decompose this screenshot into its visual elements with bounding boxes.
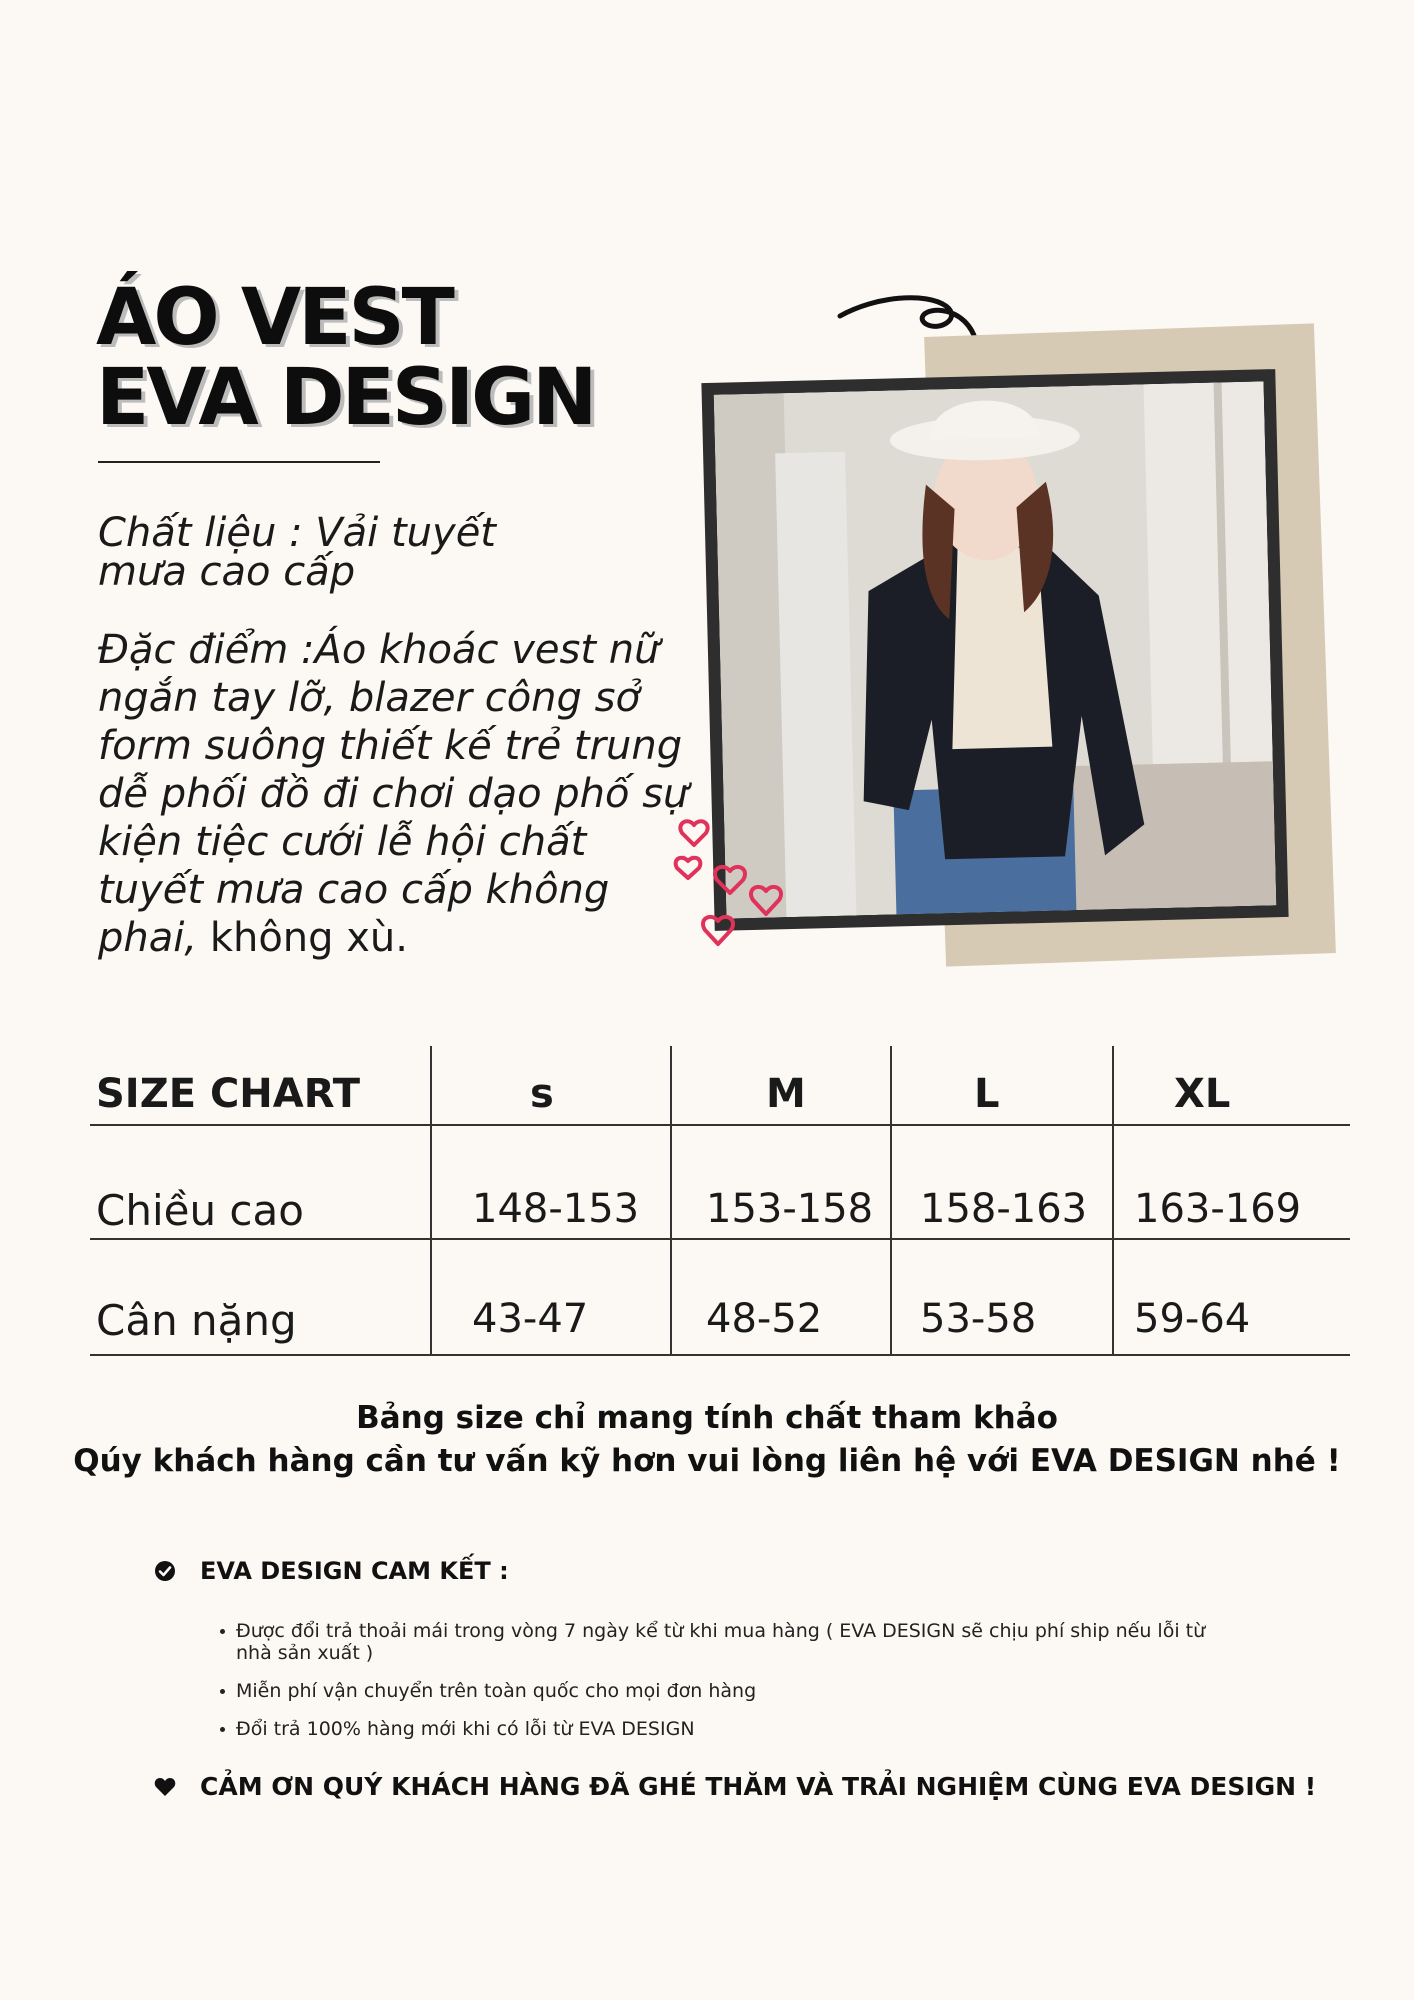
table-rule [90, 1354, 1350, 1356]
table-divider [670, 1046, 672, 1356]
list-item: Miễn phí vận chuyển trên toàn quốc cho mọi đơn hàng [218, 1680, 1238, 1702]
size-note-line-1: Bảng size chỉ mang tính chất tham khảo [356, 1400, 1058, 1436]
row-label-height: Chiều cao [96, 1186, 304, 1235]
list-item: Được đổi trả thoải mái trong vòng 7 ngày kể từ khi mua hàng ( EVA DESIGN sẽ chịu phí ship nếu lỗi từ nhà sản xuất ) [218, 1620, 1238, 1664]
table-rule [90, 1124, 1350, 1126]
product-photo [701, 369, 1288, 931]
size-chart-header: SIZE CHART [96, 1071, 361, 1117]
height-s: 148-153 [472, 1186, 640, 1232]
weight-l: 53-58 [920, 1296, 1037, 1342]
size-col-xl: XL [1174, 1071, 1231, 1117]
weight-s: 43-47 [472, 1296, 589, 1342]
list-item: Đổi trả 100% hàng mới khi có lỗi từ EVA DESIGN [218, 1718, 1238, 1740]
size-col-l: L [974, 1071, 1000, 1117]
table-rule [90, 1238, 1350, 1240]
model-illustration [714, 381, 1277, 918]
features-text [98, 626, 698, 962]
title-line-2: EVA DESIGN [96, 353, 595, 443]
weight-m: 48-52 [706, 1296, 823, 1342]
height-l: 158-163 [920, 1186, 1088, 1232]
heart-icon [154, 1777, 176, 1797]
table-divider [430, 1046, 432, 1356]
weight-xl: 59-64 [1134, 1296, 1251, 1342]
height-xl: 163-169 [1134, 1186, 1302, 1232]
thank-you-line [154, 1772, 1316, 1801]
title-underline [98, 461, 380, 463]
thank-you-text: CẢM ƠN QUÝ KHÁCH HÀNG ĐÃ GHÉ THĂM VÀ TRẢI NGHIỆM CÙNG EVA DESIGN ! [200, 1772, 1317, 1801]
size-note-line-2: Qúy khách hàng cần tư vấn kỹ hơn vui lòng liên hệ với EVA DESIGN nhé ! [73, 1443, 1341, 1479]
material-text: Chất liệu : Vải tuyết mưa cao cấp [98, 510, 496, 595]
table-divider [1112, 1046, 1114, 1356]
commitment-list [218, 1620, 1238, 1756]
height-m: 153-158 [706, 1186, 874, 1232]
row-label-weight: Cân nặng [96, 1296, 297, 1345]
size-col-s: s [530, 1071, 554, 1117]
commitment-heading-text: EVA DESIGN CAM KẾT : [200, 1557, 509, 1585]
hearts-doodle-icon [668, 805, 788, 955]
check-circle-icon [154, 1560, 176, 1582]
page-title [96, 273, 595, 443]
features-tail: không xù. [209, 915, 408, 961]
features-main: Đặc điểm :Áo khoác vest nữ ngắn tay lỡ, blazer công sở form suông thiết kế trẻ trung dễ phối đồ đi chơi dạo phố sự kiện tiệc cưới lễ hội chất tuyết mưa cao cấp không phai, [98, 627, 689, 961]
table-divider [890, 1046, 892, 1356]
size-chart-table [90, 1046, 1350, 1356]
commitment-heading [154, 1557, 509, 1585]
title-line-1: ÁO VEST [96, 273, 452, 363]
size-col-m: M [766, 1071, 806, 1117]
